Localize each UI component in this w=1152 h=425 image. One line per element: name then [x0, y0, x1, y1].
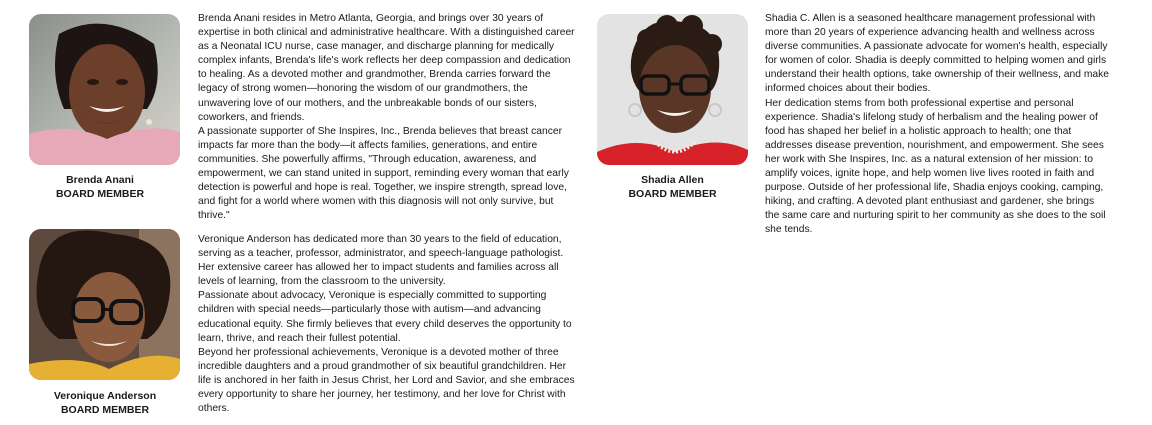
member-caption	[29, 389, 181, 417]
member-photo	[597, 14, 748, 165]
member-name: Veronique Anderson	[53, 390, 157, 402]
member-role: BOARD MEMBER	[60, 404, 150, 416]
member-photo	[29, 14, 180, 165]
member-role: BOARD MEMBER	[628, 188, 717, 200]
member-name: Brenda Anani	[66, 174, 134, 186]
member-bio	[765, 12, 1110, 238]
bio-paragraph: A passionate supporter of She Inspires, Inc., Brenda believes that breast cancer impacts far more than the body—it affects families, generations, and entire communities. She powerfully affirms, "Through education, awareness, and empowerment, we can stand united in support, reminding every woman that early detection is powerful and hope is real. Together, we inspire strength, spread love, and fight for a world where women with this diagnosis will not only survive, but thrive."	[198, 125, 569, 222]
bio-paragraph: Her dedication stems from both professional expertise and personal experience. Shadia's lifelong study of herbalism and the healing power of food has shaped her belief in a holistic approach to health; one that addresses disease prevention, nourishment, and empowerment. She sees her work with She Inspires, Inc. as a natural extension of her mission: to amplify voices, ignite hope, and help women live lives rooted in faith and purpose. Outside of her professional life, Shadia enjoys cooking, camping, hiking, and crafting. A devoted plant enthusiast and gardener, she brings the same care and nurturing spirit to her community as she does to the soil she tends.	[765, 97, 1106, 236]
bio-paragraph: Beyond her professional achievements, Veronique is a devoted mother of three incredible daughters and a proud grandmother of six beautiful grandchildren. Her life is anchored in her faith in Jesus Christ, her Lord and Savior, and she embraces every opportunity to share her journey, her testimony, and her love for Christ with others.	[198, 346, 575, 415]
bio-paragraph: Passionate about advocacy, Veronique is especially committed to supporting children with special needs—particularly those with autism—and advancing educational equity. She firmly believes that every child deserves the opportunity to learn, thrive, and reach their fullest potential.	[198, 290, 572, 344]
member-bio	[198, 233, 580, 416]
member-caption	[597, 173, 748, 201]
member-photo	[29, 229, 180, 380]
bio-paragraph: Brenda Anani resides in Metro Atlanta, Georgia, and brings over 30 years of expertise in both clinical and administrative healthcare. With a distinguished career as a Neonatal ICU nurse, case manager, and discharge planning for medically complex infants, Brenda's life's work reflects her deep compassion and dedication to healing. As a devoted mother and grandmother, Brenda carries forward the legacy of strong women—honoring the wisdom of our grandmothers, the unwavering love of our mothers, and the unbreakable bonds of our sisters, coworkers, and friends.	[198, 13, 575, 123]
member-name: Shadia Allen	[641, 174, 704, 186]
member-caption	[29, 173, 171, 201]
bio-paragraph: Veronique Anderson has dedicated more than 30 years to the field of education, serving as a teacher, professor, administrator, and speech-language pathologist. Her extensive career has allowed her to impact students and families across all levels of learning, from the classroom to the university.	[198, 234, 564, 288]
bio-paragraph: Shadia C. Allen is a seasoned healthcare management professional with more than 20 years of experience advancing health and wellness across diverse communities. A passionate advocate for women's health, especially for women of color. Shadia is deeply committed to helping women and girls understand their health options, take ownership of their wellness, and make informed choices about their bodies.	[765, 13, 1110, 95]
member-role: BOARD MEMBER	[55, 188, 145, 200]
member-bio	[198, 12, 580, 223]
